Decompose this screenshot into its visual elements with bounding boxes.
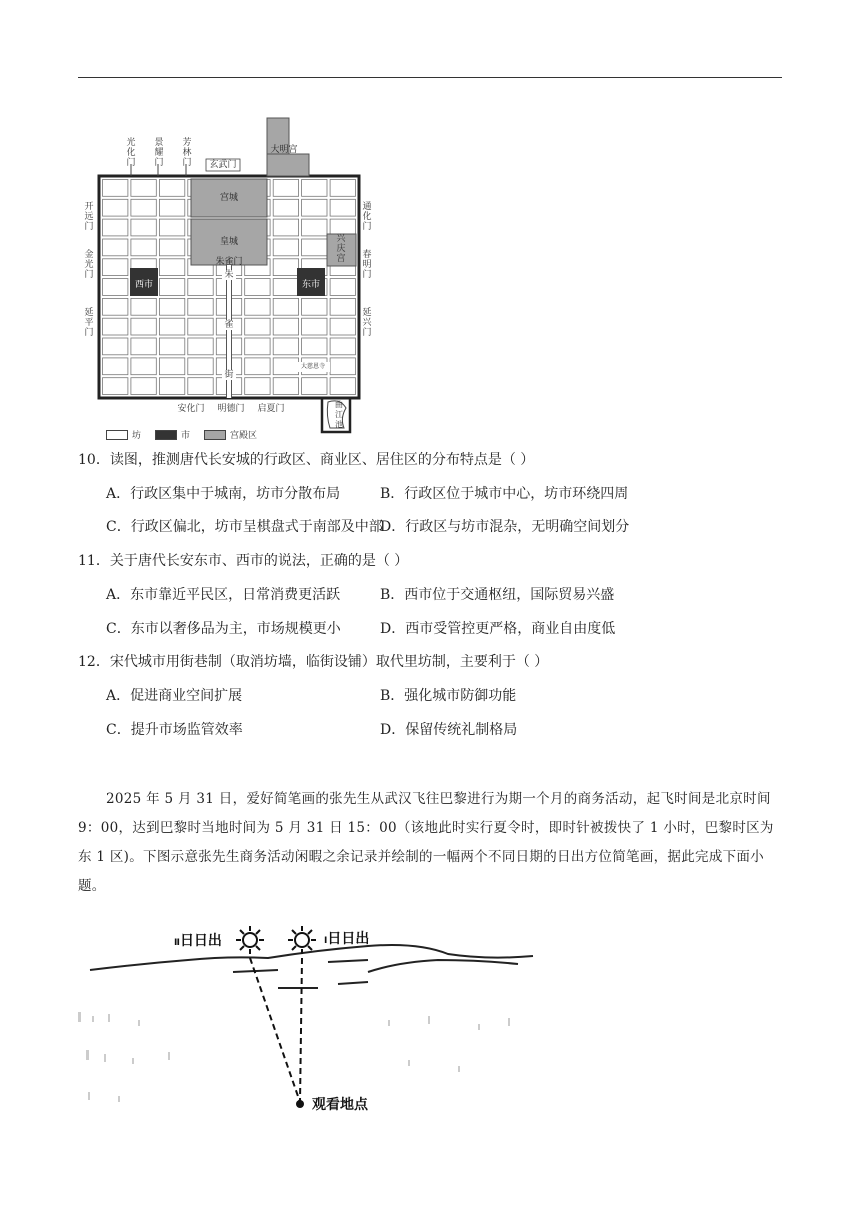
east-market-label: 东市 — [301, 280, 320, 290]
qujiang-pool-label: 曲江池 — [335, 400, 343, 429]
fang-block — [273, 298, 298, 315]
fang-block — [273, 338, 298, 355]
sunrise-label-right: Ⅰ日日出 — [324, 931, 370, 947]
fang-block — [245, 279, 270, 296]
gate-jinguang: 金光门 — [84, 250, 94, 280]
fang-block — [131, 180, 156, 197]
gate-mingde: 明德门 — [217, 404, 245, 414]
fang-block — [103, 338, 128, 355]
fang-block — [273, 259, 298, 276]
dacien-temple-label: 大慈恩寺 — [296, 362, 330, 372]
gate-anhua: 安化门 — [177, 404, 205, 414]
fang-block — [330, 378, 355, 395]
changan-city-map — [78, 110, 388, 450]
fang-block — [245, 358, 270, 375]
question-12-option-d: D．保留传统礼制格局 — [380, 722, 518, 738]
viewpoint-dot — [296, 1100, 304, 1108]
fang-block — [103, 378, 128, 395]
fang-block — [302, 378, 327, 395]
question-11-stem: 11．关于唐代长安东市、西市的说法，正确的是（ ） — [78, 553, 409, 569]
question-10-option-a: A．行政区集中于城南，坊市分散布局 — [106, 486, 341, 502]
legend-palace: 宫殿区 — [204, 428, 257, 441]
fang-block — [159, 259, 184, 276]
fang-block — [330, 358, 355, 375]
fang-block — [159, 378, 184, 395]
gate-yanping: 延平门 — [84, 308, 94, 338]
question-10-option-b: B．行政区位于城市中心，坊市环绕四周 — [380, 486, 629, 502]
legend-fang: 坊 — [106, 428, 141, 441]
question-12-option-c: C．提升市场监管效率 — [106, 722, 243, 738]
fang-block — [131, 239, 156, 256]
sunrise-label-left: Ⅱ日日出 — [174, 933, 222, 949]
fang-block — [131, 378, 156, 395]
fang-block — [302, 298, 327, 315]
header-rule — [78, 77, 782, 78]
gate-jingyao: 景耀门 — [154, 138, 164, 168]
daming-palace-base — [267, 154, 309, 176]
fang-block — [159, 180, 184, 197]
fang-block — [302, 219, 327, 236]
fang-block — [330, 338, 355, 355]
xingqing-palace-label: 兴庆宫 — [336, 234, 346, 264]
fang-block — [188, 279, 213, 296]
fang-block — [159, 219, 184, 236]
fang-block — [302, 338, 327, 355]
fang-block — [273, 378, 298, 395]
fang-block — [273, 199, 298, 216]
gate-guanghua: 光化门 — [126, 138, 136, 168]
imperial-city-label: 皇城 — [219, 237, 238, 247]
fang-block — [188, 358, 213, 375]
gate-tonghua: 通化门 — [362, 202, 372, 232]
fang-block — [273, 358, 298, 375]
fang-block — [103, 358, 128, 375]
fang-block — [159, 298, 184, 315]
fang-block — [131, 318, 156, 335]
fang-block — [131, 358, 156, 375]
viewpoint-label: 观看地点 — [312, 1097, 368, 1113]
daming-palace-label: 大明宫 — [270, 145, 298, 155]
fang-block — [273, 279, 298, 296]
fang-block — [159, 279, 184, 296]
fang-block — [273, 318, 298, 335]
map-legend — [106, 428, 257, 441]
legend-shi: 市 — [155, 428, 190, 441]
fang-block — [302, 199, 327, 216]
fang-block — [245, 378, 270, 395]
fang-block — [188, 298, 213, 315]
question-10-option-c: C．行政区偏北，坊市呈棋盘式于南部及中部 — [106, 519, 383, 535]
street-char-3: 街 — [222, 370, 236, 380]
west-market-label: 西市 — [134, 280, 153, 290]
fang-block — [159, 358, 184, 375]
fang-block — [103, 318, 128, 335]
fang-block — [330, 180, 355, 197]
fang-block — [188, 318, 213, 335]
fang-block — [159, 318, 184, 335]
fang-block — [245, 338, 270, 355]
question-10-option-d: D．行政区与坊市混杂，无明确空间划分 — [380, 519, 630, 535]
sunrise-sketch — [78, 920, 548, 1120]
fang-block — [159, 239, 184, 256]
fang-block — [302, 180, 327, 197]
sketch-drawing — [78, 920, 548, 1120]
sun-icon-right — [288, 926, 316, 954]
fang-block — [131, 219, 156, 236]
fang-block — [103, 199, 128, 216]
street-char-1: 朱 — [222, 270, 236, 280]
fang-block — [330, 298, 355, 315]
question-11-option-b: B．西市位于交通枢纽，国际贸易兴盛 — [380, 587, 615, 603]
question-12-option-a: A．促进商业空间扩展 — [106, 688, 243, 704]
question-12-stem: 12．宋代城市用街巷制（取消坊墙，临街设铺）取代里坊制，主要利于（ ） — [78, 654, 549, 670]
fang-block — [330, 318, 355, 335]
fang-block — [188, 378, 213, 395]
fang-block — [159, 199, 184, 216]
zhuque-gate-label: 朱雀门 — [215, 257, 243, 267]
fang-block — [330, 279, 355, 296]
fang-block — [131, 338, 156, 355]
fang-block — [131, 199, 156, 216]
fang-block — [302, 318, 327, 335]
question-11-option-d: D．西市受管控更严格，商业自由度低 — [380, 621, 616, 637]
fang-block — [103, 239, 128, 256]
gate-kaiyuan: 开远门 — [84, 202, 94, 232]
palace-city-label: 宫城 — [219, 193, 238, 203]
fang-block — [131, 298, 156, 315]
sunrise-passage: 2025 年 5 月 31 日，爱好简笔画的张先生从武汉飞往巴黎进行为期一个月的商务活动，起飞时间是北京时间 9：00，达到巴黎时当地时间为 5 月 31 日 15：00（该地此时实行夏令时，即时针被拨快了 1 小时，巴黎时区为东 1 区)。下图示意张先生商务活动闲暇之余记录并绘制的一幅两个不同日期的日出方位简笔画，据此完成下面小题。 — [78, 791, 774, 894]
street-char-2: 雀 — [222, 320, 236, 330]
fang-block — [103, 219, 128, 236]
fang-block — [245, 318, 270, 335]
gate-chunming: 春明门 — [362, 250, 372, 280]
gate-fanglin: 芳林门 — [182, 138, 192, 168]
fang-block — [330, 199, 355, 216]
question-11-option-c: C．东市以奢侈品为主，市场规模更小 — [106, 621, 341, 637]
gate-qixia: 启夏门 — [257, 404, 285, 414]
gate-yanxing: 延兴门 — [362, 308, 372, 338]
question-11-option-a: A．东市靠近平民区，日常消费更活跃 — [106, 587, 341, 603]
fang-block — [103, 259, 128, 276]
fang-block — [273, 239, 298, 256]
fang-block — [159, 338, 184, 355]
fang-block — [273, 219, 298, 236]
sun-icon-left — [236, 926, 264, 954]
fang-block — [103, 279, 128, 296]
question-10-stem: 10．读图，推测唐代长安城的行政区、商业区、居住区的分布特点是（ ） — [78, 452, 535, 468]
fang-block — [103, 180, 128, 197]
fang-block — [245, 298, 270, 315]
fang-block — [103, 298, 128, 315]
gate-xuanwu: 玄武门 — [209, 160, 237, 170]
fang-block — [302, 239, 327, 256]
fang-block — [188, 338, 213, 355]
question-12-option-b: B．强化城市防御功能 — [380, 688, 517, 704]
fang-block — [273, 180, 298, 197]
